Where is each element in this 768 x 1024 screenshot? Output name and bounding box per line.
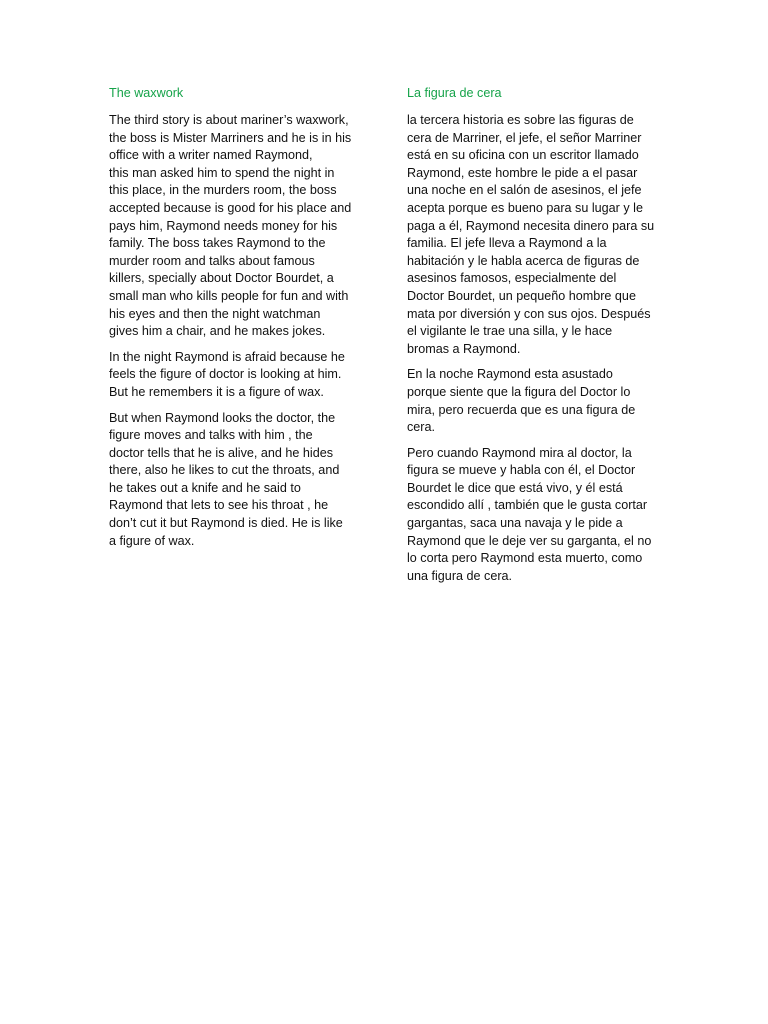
text-line: murder room and talks about famous	[109, 253, 315, 268]
text-line: office with a writer named Raymond,	[109, 148, 313, 163]
text-line: escondido allí , también que le gusta cortar	[407, 498, 648, 513]
text-line: his eyes and then the night watchman	[109, 306, 321, 321]
text-line: pays him, Raymond needs money for his	[109, 218, 338, 233]
text-line: asesinos famosos, especialmente del	[407, 271, 617, 286]
text-line: Raymond that lets to see his throat , he	[109, 498, 329, 513]
text-line: figura se mueve y habla con él, el Doctor	[407, 463, 636, 478]
text-line: bromas a Raymond.	[407, 341, 521, 356]
text-line: gives him a chair, and he makes jokes.	[109, 324, 326, 339]
text-line: figure moves and talks with him , the	[109, 428, 313, 443]
text-line: acepta porque es bueno para su lugar y le	[407, 200, 643, 215]
text-line: he takes out a knife and he said to	[109, 480, 301, 495]
text-line: está en su oficina con un escritor llamado	[407, 148, 639, 163]
text-line: Pero cuando Raymond mira al doctor, la	[407, 445, 632, 460]
spanish-body	[407, 112, 669, 585]
text-line: En la noche Raymond esta asustado	[407, 367, 613, 382]
text-line: feels the figure of doctor is looking at him.	[109, 367, 342, 382]
text-line: small man who kills people for fun and with	[109, 288, 349, 303]
text-line: killers, specially about Doctor Bourdet, a	[109, 271, 334, 286]
text-line: this man asked him to spend the night in	[109, 165, 335, 180]
text-line: family. The boss takes Raymond to the	[109, 236, 326, 251]
paragraph	[109, 410, 371, 551]
english-body	[109, 112, 371, 550]
text-line: mira, pero recuerda que es una figura de	[407, 402, 636, 417]
english-column	[109, 84, 371, 558]
text-line: el vigilante le trae una silla, y le hace	[407, 324, 613, 339]
paragraph	[407, 445, 669, 586]
text-line: porque siente que la figura del Doctor lo	[407, 384, 631, 399]
text-line: But when Raymond looks the doctor, the	[109, 410, 336, 425]
text-line: this place, in the murders room, the boss	[109, 183, 337, 198]
english-title: The waxwork	[109, 86, 184, 100]
text-line: doctor tells that he is alive, and he hides	[109, 445, 334, 460]
text-line: don’t cut it but Raymond is died. He is like	[109, 516, 343, 531]
text-line: In the night Raymond is afraid because he	[109, 349, 345, 364]
text-line: paga a él, Raymond necesita dinero para su	[407, 218, 655, 233]
text-line: The third story is about mariner’s waxwork,	[109, 113, 349, 127]
text-line: Doctor Bourdet, un pequeño hombre que	[407, 288, 636, 303]
text-line: una noche en el salón de asesinos, el jefe	[407, 183, 642, 198]
paragraph	[407, 366, 669, 436]
text-line: la tercera historia es sobre las figuras de	[407, 113, 634, 127]
text-line: gargantas, saca una navaja y le pide a	[407, 516, 623, 531]
text-line: But he remembers it is a figure of wax.	[109, 384, 324, 399]
text-line: una figura de cera.	[407, 568, 513, 583]
paragraph	[109, 112, 371, 341]
text-line: cera de Marriner, el jefe, el señor Marriner	[407, 130, 642, 145]
text-line: mata por diversión y con sus ojos. Después	[407, 306, 651, 321]
spanish-column	[407, 84, 669, 593]
text-line: Raymond que le deje ver su garganta, el no	[407, 533, 652, 548]
text-line: lo corta pero Raymond esta muerto, como	[407, 551, 643, 566]
text-line: familia. El jefe lleva a Raymond a la	[407, 236, 607, 251]
paragraph	[407, 112, 669, 358]
text-line: the boss is Mister Marriners and he is in his	[109, 130, 352, 145]
text-line: accepted because is good for his place and	[109, 200, 352, 215]
text-line: habitación y le habla acerca de figuras de	[407, 253, 640, 268]
text-line: Bourdet le dice que está vivo, y él está	[407, 480, 623, 495]
text-line: there, also he likes to cut the throats, and	[109, 463, 340, 478]
text-line: cera.	[407, 420, 435, 435]
text-line: a figure of wax.	[109, 533, 195, 548]
spanish-title: La figura de cera	[407, 86, 502, 100]
text-line: Raymond, este hombre le pide a el pasar	[407, 165, 638, 180]
paragraph	[109, 349, 371, 402]
